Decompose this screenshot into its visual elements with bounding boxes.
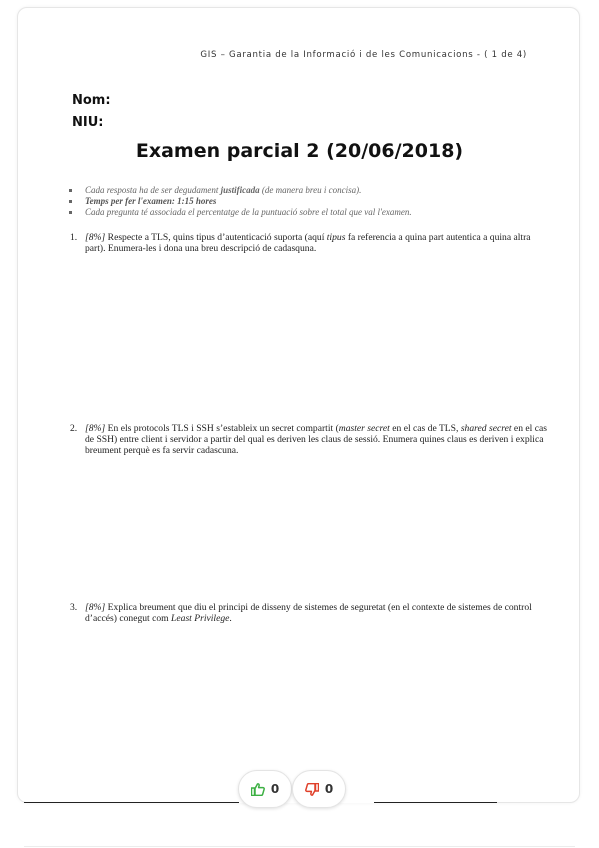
question-2	[70, 423, 548, 457]
question-text: [8%] Explica breument que diu el principi de disseny de sistemes de seguretat (en el contexte de sistemes de control d’accés) conegut com Least Privilege.	[85, 602, 532, 625]
question-number: 1.	[70, 232, 78, 243]
question-1	[70, 232, 548, 254]
thumbs-down-icon	[305, 783, 319, 796]
downvote-button[interactable]	[292, 770, 346, 808]
question-number: 2.	[70, 423, 78, 434]
question-weight: [8%]	[85, 232, 106, 243]
question-weight: [8%]	[85, 423, 106, 434]
instruction-item-time: Temps per fer l'examen: 1:15 hores	[66, 196, 412, 207]
bottom-divider	[24, 846, 575, 847]
instruction-item: Cada pregunta té associada el percentatge de la puntuació sobre el total que val l'examen.	[66, 207, 412, 218]
running-header: GIS – Garantia de la Informació i de les Comunicacions - ( 1 de 4)	[200, 50, 527, 60]
question-3	[70, 602, 548, 624]
thumbs-up-icon	[251, 783, 265, 796]
instructions-list	[66, 185, 412, 218]
instruction-emphasis: justificada	[220, 185, 260, 195]
niu-field-label: NIU:	[72, 115, 104, 130]
question-text: [8%] En els protocols TLS i SSH s’estableix un secret compartit (master secret en el cas de TLS, shared secret en el cas de SSH) entre client i servidor a partir del qual es deriven les claus de sessió. Enumera quines claus es deriven i explica breument perquè es fa servir cadascuna.	[85, 423, 547, 457]
exam-title: Examen parcial 2 (20/06/2018)	[135, 140, 464, 162]
question-number: 3.	[70, 602, 78, 613]
question-weight: [8%]	[85, 602, 106, 613]
instruction-item: Cada resposta ha de ser degudament justificada (de manera breu i concisa).	[66, 185, 412, 196]
upvote-button[interactable]	[238, 770, 292, 808]
name-field-label: Nom:	[72, 93, 111, 108]
student-fields	[72, 90, 111, 134]
upvote-count: 0	[270, 782, 280, 796]
downvote-count: 0	[324, 782, 334, 796]
question-text: [8%] Respecte a TLS, quins tipus d’autenticació suporta (aquí tipus fa referencia a quina part autentica a quina altra part). Enumera-les i dona una breu descripció de cadasquna.	[85, 232, 531, 255]
document-page	[17, 7, 580, 803]
